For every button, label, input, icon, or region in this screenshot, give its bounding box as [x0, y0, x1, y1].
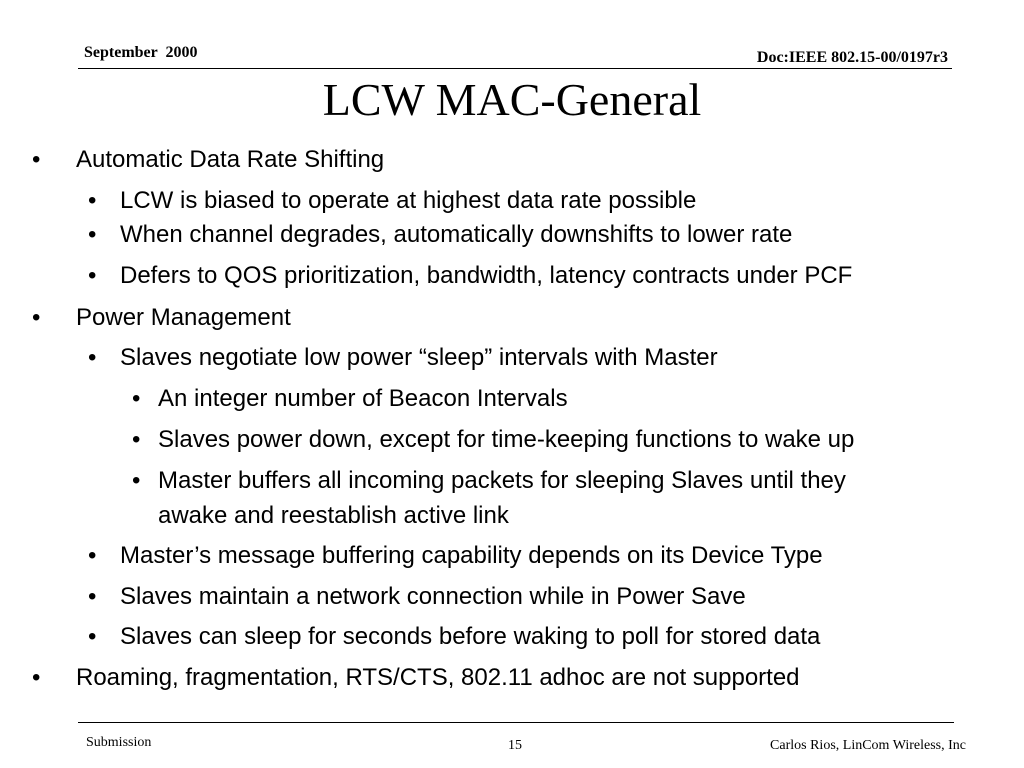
bullet-text: Slaves can sleep for seconds before waking to poll for stored data — [120, 623, 821, 650]
bullet-item — [32, 661, 800, 695]
bullet-item — [32, 143, 385, 177]
bullet-marker: • — [88, 583, 97, 610]
header-doc-id: Doc:IEEE 802.15-00/0197r3 — [756, 49, 948, 66]
bullet-text: awake and reestablish active link — [158, 502, 509, 529]
bullet-text: Master buffers all incoming packets for sleeping Slaves until they — [158, 467, 846, 494]
bullet-item — [88, 580, 746, 614]
bullet-text: Master’s message buffering capability depends on its Device Type — [120, 542, 823, 569]
bullet-marker: • — [88, 187, 97, 214]
bullet-marker: • — [88, 542, 97, 569]
bullet-text: When channel degrades, automatically downshifts to lower rate — [120, 221, 793, 248]
bullet-marker: • — [32, 304, 41, 331]
bullet-marker: • — [32, 664, 41, 691]
bullet-text: LCW is biased to operate at highest data rate possible — [120, 187, 697, 214]
footer-page-number: 15 — [508, 738, 522, 753]
bullet-item — [88, 341, 718, 375]
bullet-text: An integer number of Beacon Intervals — [158, 385, 568, 412]
bullet-marker: • — [88, 623, 97, 650]
bullet-text: Automatic Data Rate Shifting — [76, 146, 385, 173]
bullet-item — [88, 539, 823, 573]
header-date: September 2000 — [84, 44, 198, 61]
bullet-text: Roaming, fragmentation, RTS/CTS, 802.11 adhoc are not supported — [76, 664, 800, 691]
bullet-marker: • — [132, 467, 141, 494]
footer-divider — [78, 722, 954, 723]
bullet-item — [88, 259, 853, 293]
footer-author: Carlos Rios, LinCom Wireless, Inc — [770, 738, 966, 753]
bullet-item — [132, 464, 846, 498]
bullet-marker: • — [32, 146, 41, 173]
bullet-text: Defers to QOS prioritization, bandwidth, latency contracts under PCF — [120, 262, 853, 289]
bullet-marker: • — [132, 426, 141, 453]
bullet-item — [88, 218, 793, 252]
bullet-item — [32, 301, 291, 335]
bullet-continuation — [158, 499, 509, 533]
bullet-marker: • — [88, 344, 97, 371]
bullet-text: Slaves power down, except for time-keeping functions to wake up — [158, 426, 855, 453]
slide-title: LCW MAC-General — [322, 74, 702, 125]
bullet-item — [132, 423, 855, 457]
footer-submission: Submission — [86, 735, 152, 750]
bullet-marker: • — [88, 262, 97, 289]
bullet-text: Slaves negotiate low power “sleep” intervals with Master — [120, 344, 718, 371]
bullet-marker: • — [88, 221, 97, 248]
bullet-text: Power Management — [76, 304, 291, 331]
header-divider — [78, 68, 952, 69]
bullet-item — [88, 184, 697, 218]
bullet-text: Slaves maintain a network connection while in Power Save — [120, 583, 746, 610]
bullet-marker: • — [132, 385, 141, 412]
bullet-item — [88, 620, 821, 654]
bullet-item — [132, 382, 568, 416]
